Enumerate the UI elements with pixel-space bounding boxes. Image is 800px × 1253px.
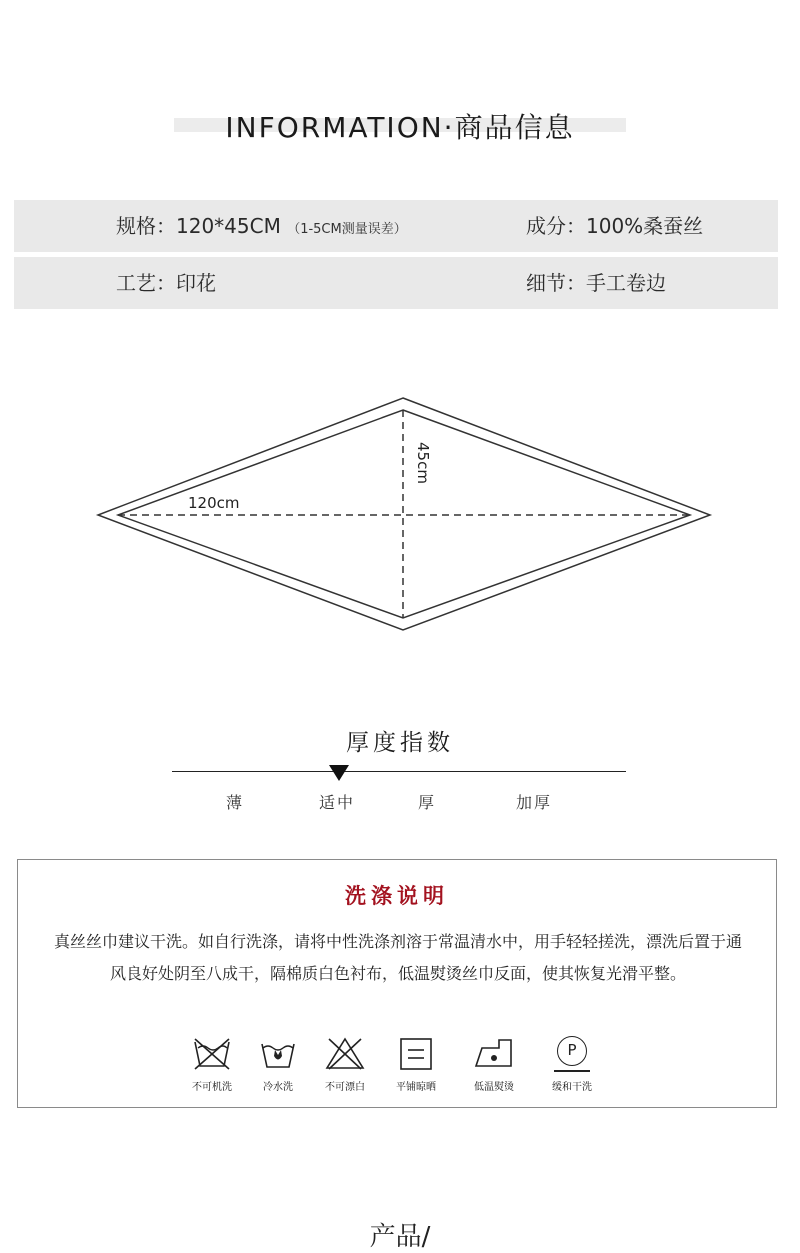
thickness-title: 厚度指数 [346, 730, 454, 756]
length-label: 120cm [188, 494, 240, 512]
wash-icon-item [305, 1036, 385, 1093]
wash-icon-label: 缓和干洗 [552, 1082, 592, 1093]
wash-description: 真丝丝巾建议干洗。如自行洗涤，请将中性洗涤剂溶于常温清水中，用手轻轻搓洗，漂洗后置于通风良好处阴至八成干，隔棉质白色衬布，低温熨烫丝巾反面，使其恢复光滑平整。 [53, 932, 742, 983]
width-label: 45cm [414, 442, 432, 484]
gentle-dry-clean-icon [552, 1036, 592, 1072]
dry-clean-letter: P [557, 1036, 587, 1066]
wash-icon-label: 不可机洗 [192, 1082, 232, 1093]
scarf-outer-outline [98, 398, 710, 630]
wash-icon-label: 低温熨烫 [474, 1082, 514, 1093]
cold-wash-icon [258, 1036, 298, 1072]
wash-icon-label: 不可漂白 [325, 1082, 365, 1093]
thickness-level-medium: 适中 [319, 793, 356, 812]
wash-icon-item [532, 1036, 612, 1093]
no-bleach-icon [324, 1036, 366, 1072]
wash-title: 洗涤说明 [345, 884, 449, 908]
thickness-scale-line [172, 771, 626, 772]
spec-detail: 细节：手工卷边 [526, 271, 666, 295]
thickness-level-thick: 厚 [418, 793, 437, 812]
section-title: INFORMATION·商品信息 [225, 111, 575, 144]
scarf-inner-outline [118, 410, 690, 618]
spec-size [116, 200, 407, 252]
scarf-dimension-diagram [90, 390, 720, 640]
wash-icon-item [376, 1036, 456, 1093]
spec-craft: 工艺：印花 [116, 271, 216, 295]
dry-flat-icon [396, 1036, 436, 1072]
wash-icon-label: 平铺晾晒 [396, 1082, 436, 1093]
spec-row-2 [14, 257, 778, 309]
thickness-marker-icon [329, 765, 349, 781]
spec-size-note: （1-5CM测量误差） [287, 222, 407, 237]
wash-icon-label: 冷水洗 [263, 1082, 293, 1093]
spec-size-value: 120*45CM [176, 214, 281, 238]
wash-instructions-box [17, 859, 777, 1108]
low-iron-icon [473, 1036, 515, 1072]
spec-size-label: 规格： [116, 214, 176, 238]
spec-row-1 [14, 200, 778, 252]
thickness-level-extra-thick: 加厚 [516, 793, 553, 812]
thickness-level-thin: 薄 [226, 793, 245, 812]
no-machine-wash-icon [192, 1036, 232, 1072]
spec-material: 成分：100%桑蚕丝 [526, 214, 704, 238]
next-section-title: 产品/ [369, 1222, 431, 1252]
wash-icon-item [454, 1036, 534, 1093]
